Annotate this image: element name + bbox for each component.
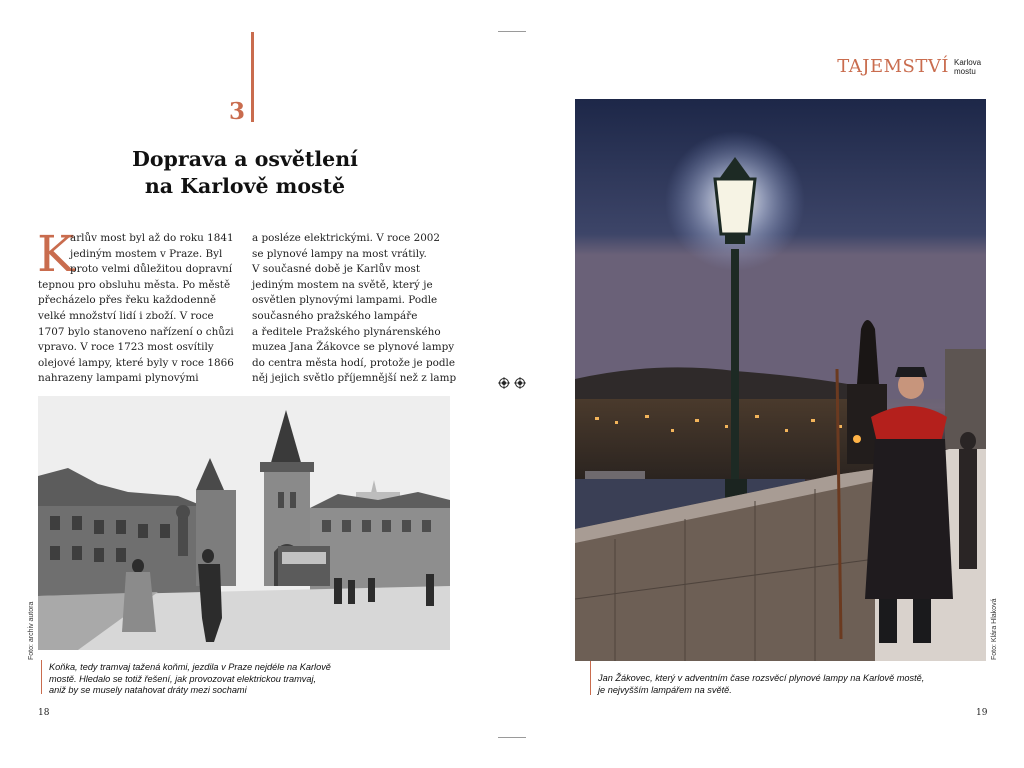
caption-rule — [41, 660, 42, 694]
photo-caption — [49, 662, 429, 697]
chapter-title-line: Doprava a osvětlení — [132, 147, 358, 171]
registration-mark-icon — [498, 377, 510, 389]
running-title: TAJEMSTVÍ — [837, 56, 949, 77]
photo-credit: Foto: archiv autora — [28, 601, 35, 660]
body-line: do centra města hodí, protože je podle — [252, 356, 455, 369]
body-line: nahrazeny lampami plynovými — [38, 372, 199, 385]
drop-cap: K — [37, 225, 75, 283]
historic-bridge-photo — [38, 396, 450, 650]
caption-line: Jan Žákovec, který v adventním čase rozsvěcí plynové lampy na Karlově mostě, — [598, 673, 925, 683]
body-line: přecházelo přes řeku každodenně — [38, 294, 216, 307]
chapter-number: 3 — [228, 98, 245, 125]
registration-mark-icon — [514, 377, 526, 389]
caption-rule — [590, 661, 591, 695]
body-line: tepnou pro obsluhu města. Po městě — [38, 278, 231, 291]
lamplighter-night-photo — [575, 99, 986, 661]
page-number-right: 19 — [976, 708, 988, 718]
body-line: osvětlen plynovými lampami. Podle — [252, 294, 438, 307]
photo-caption — [598, 673, 978, 696]
crop-mark-bottom — [498, 737, 526, 738]
caption-line: Koňka, tedy tramvaj tažená koňmi, jezdila v Praze nejdéle na Karlově — [49, 662, 331, 672]
body-column-1 — [37, 225, 234, 387]
running-subtitle — [954, 58, 986, 76]
body-line: muzea Jana Žákovce se plynové lampy — [252, 341, 455, 354]
body-line: jediným mostem na světě, který je — [252, 278, 433, 291]
body-line: V současné době je Karlův most — [252, 263, 420, 276]
photo-credit: Foto: Klára Hlaková — [991, 598, 998, 660]
body-line: něj jejich světlo příjemnější než z lamp — [252, 372, 457, 385]
body-line: se plynové lampy na most vrátily. — [252, 247, 427, 260]
running-header — [837, 56, 986, 77]
caption-line: mostě. Hledalo se totiž řešení, jak provozovat elektrickou tramvaj, — [49, 673, 317, 684]
crop-mark-top — [498, 31, 526, 32]
body-line: současného pražského lampáře — [252, 309, 418, 322]
page-number-left: 18 — [38, 708, 50, 718]
running-subtitle-line: mostu — [954, 66, 976, 76]
caption-line: je nejvyšším lampářem na světě. — [598, 684, 732, 695]
body-line: jediným mostem v Praze. Byl — [70, 247, 223, 260]
body-line: vpravo. V roce 1723 most osvítily — [38, 341, 214, 354]
body-line: 1707 bylo stanoveno nařízení o chůzi — [38, 325, 234, 338]
body-line: a posléze elektrickými. V roce 2002 — [252, 232, 441, 244]
body-line: arlův most byl až do roku 1841 — [70, 232, 234, 244]
chapter-title-line: na Karlově mostě — [144, 174, 346, 198]
body-line: proto velmi důležitou dopravní — [70, 263, 233, 276]
running-subtitle-line: Karlova — [954, 57, 982, 67]
chapter-title — [60, 146, 430, 200]
body-line: a ředitele Pražského plynárenského — [252, 325, 441, 338]
body-line: olejové lampy, které byly v roce 1866 — [38, 356, 234, 369]
caption-line: aniž by se musely natahovat dráty mezi sochami — [49, 685, 247, 695]
chapter-rule — [251, 32, 254, 122]
body-column-2 — [252, 231, 457, 387]
body-line: velké množství lidí i zboží. V roce — [38, 309, 214, 322]
